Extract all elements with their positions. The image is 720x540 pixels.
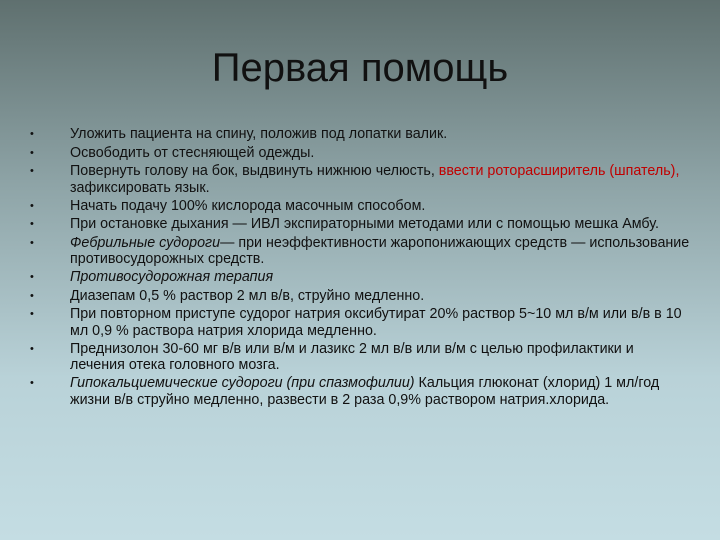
bullet-icon: • bbox=[30, 289, 34, 302]
list-item bbox=[30, 269, 690, 286]
list-item-text bbox=[70, 341, 690, 374]
list-item-text bbox=[70, 216, 690, 233]
text-run: Диазепам 0,5 % раствор 2 мл в/в, струйно медленно. bbox=[70, 287, 425, 304]
list-item bbox=[30, 145, 690, 162]
list-item bbox=[30, 126, 690, 143]
bullet-icon: • bbox=[30, 308, 34, 320]
text-run: ввести роторасширитель (шпатель), bbox=[438, 163, 680, 179]
text-run: Преднизолон 30-60 мг в/в или в/м и лазикс 2 мл в/в или в/м с целью профилактики и лечения отека головного мозга. bbox=[70, 340, 634, 373]
list-item bbox=[30, 216, 690, 233]
list-item-text bbox=[70, 306, 690, 339]
list-item-text bbox=[70, 163, 690, 196]
bullet-icon: • bbox=[30, 199, 34, 212]
list-item-text bbox=[70, 145, 690, 162]
text-run: Противосудорожная терапия bbox=[70, 269, 274, 285]
list-item bbox=[30, 198, 690, 215]
text-run: Фебрильные судороги bbox=[70, 234, 221, 251]
text-run: При остановке дыхания — ИВЛ экспираторными методами или с помощью мешка Амбу. bbox=[70, 216, 659, 232]
bullet-icon: • bbox=[30, 342, 34, 355]
slide-title: Первая помощь bbox=[211, 46, 509, 90]
bullet-icon: • bbox=[30, 271, 34, 283]
text-run: Кальция глюконат (хлорид) 1 мл/год жизни в/в струйно медленно, развести в 2 раза 0,9% раствором натрия.хлорида. bbox=[70, 375, 660, 408]
list-item-text bbox=[70, 235, 690, 268]
list-item-text bbox=[70, 126, 690, 143]
list-item-text bbox=[70, 375, 690, 408]
text-run: Гипокальциемические судороги (при спазмофилии) bbox=[70, 375, 415, 391]
list-item bbox=[30, 306, 690, 339]
text-run: зафиксировать язык. bbox=[70, 179, 210, 196]
bullet-icon: • bbox=[30, 128, 34, 140]
list-item bbox=[30, 341, 690, 374]
list-item bbox=[30, 163, 690, 196]
bullet-icon: • bbox=[30, 146, 34, 159]
text-run: Освободить от стесняющей одежды. bbox=[70, 144, 315, 161]
text-run: — при неэффективности жаропонижающих средств — использование противосудорожных средств. bbox=[70, 234, 690, 267]
bullet-icon: • bbox=[30, 165, 34, 177]
list-item-text bbox=[70, 288, 690, 305]
bullet-list bbox=[30, 126, 690, 410]
text-run: Начать подачу 100% кислорода масочным способом. bbox=[70, 197, 426, 214]
list-item-text bbox=[70, 269, 690, 286]
text-run: Повернуть голову на бок, выдвинуть нижнюю челюсть, bbox=[70, 163, 439, 179]
list-item bbox=[30, 235, 690, 268]
list-item bbox=[30, 375, 690, 408]
list-item bbox=[30, 288, 690, 305]
text-run: Уложить пациента на спину, положив под лопатки валик. bbox=[70, 126, 448, 142]
bullet-icon: • bbox=[30, 218, 34, 230]
list-item-text bbox=[70, 198, 690, 215]
bullet-icon: • bbox=[30, 236, 34, 249]
bullet-icon: • bbox=[30, 377, 34, 389]
text-run: При повторном приступе судорог натрия оксибутират 20% раствор 5~10 мл в/м или в/в в 10 мл 0,9 % раствора натрия хлорида медленно. bbox=[70, 306, 682, 339]
